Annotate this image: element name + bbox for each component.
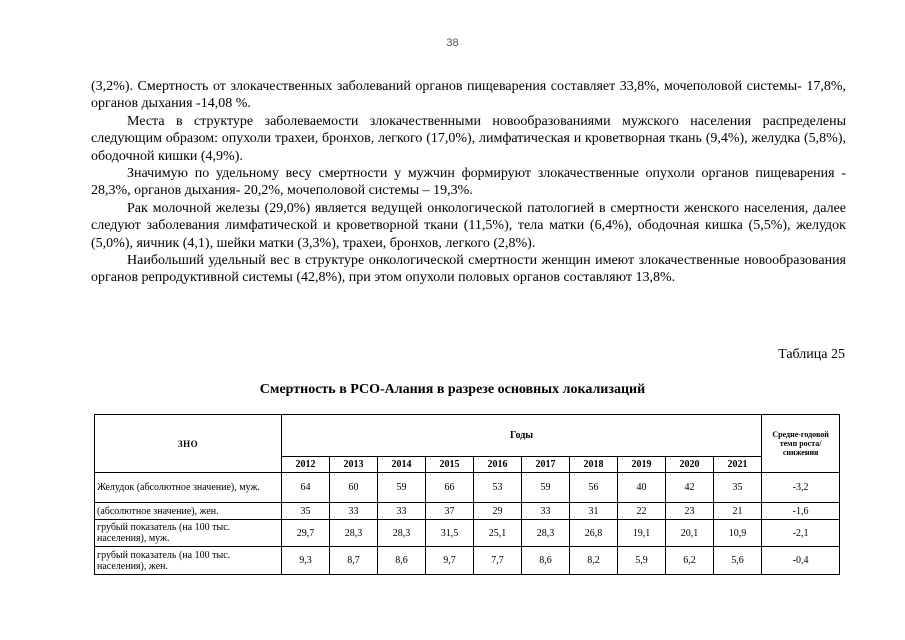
table-cell: 7,7: [474, 547, 522, 575]
year-header: 2015: [426, 457, 474, 473]
table-cell: 53: [474, 473, 522, 503]
table-cell: 8,7: [330, 547, 378, 575]
row-label: грубый показатель (на 100 тыс. населения), муж.: [95, 520, 282, 547]
table-cell: 37: [426, 503, 474, 520]
table-row: [95, 520, 840, 547]
year-header: 2021: [714, 457, 762, 473]
trend-cell: -0,4: [762, 547, 840, 575]
table-cell: 26,8: [570, 520, 618, 547]
body-text: [91, 78, 846, 287]
paragraph: Наибольший удельный вес в структуре онкологической смертности женщин имеют злокачественные новообразования органов репродуктивной системы (42,8%), при этом опухоли половых органов составляют 13,8%.: [91, 253, 846, 286]
row-label: (абсолютное значение), жен.: [95, 503, 282, 520]
paragraph: Места в структуре заболеваемости злокачественными новообразованиями мужского населения распределены следующим образом: опухоли трахеи, бронхов, легкого (17,0%), лимфатическая и кроветворная ткань (9,4%), желудка (5,8%), ободочной кишки (4,9%).: [91, 113, 846, 164]
table-cell: 28,3: [522, 520, 570, 547]
table-cell: 9,7: [426, 547, 474, 575]
years-header: Годы: [282, 415, 762, 457]
table-cell: 33: [522, 503, 570, 520]
table-cell: 66: [426, 473, 474, 503]
table-cell: 9,3: [282, 547, 330, 575]
table-title: Смертность в РСО-Алания в разрезе основных локализаций: [259, 382, 646, 397]
mortality-table: [94, 414, 840, 575]
page-number: 38: [446, 37, 459, 49]
table-cell: 8,2: [570, 547, 618, 575]
paragraph: (3,2%). Смертность от злокачественных заболеваний органов пищеварения составляет 33,8%, мочеполовой системы- 17,8%, органов дыхания -14,08 %.: [91, 79, 846, 112]
table-cell: 5,6: [714, 547, 762, 575]
trend-header: Средне-годовой темп роста/ снижения: [762, 415, 840, 473]
table-cell: 20,1: [666, 520, 714, 547]
table-cell: 35: [714, 473, 762, 503]
year-header: 2012: [282, 457, 330, 473]
table-cell: 31,5: [426, 520, 474, 547]
table-cell: 42: [666, 473, 714, 503]
year-header: 2018: [570, 457, 618, 473]
row-label: Желудок (абсолютное значение), муж.: [95, 473, 282, 503]
trend-cell: -3,2: [762, 473, 840, 503]
table-cell: 6,2: [666, 547, 714, 575]
table-cell: 60: [330, 473, 378, 503]
paragraph: Значимую по удельному весу смертности у мужчин формируют злокачественные опухоли органов пищеварения - 28,3%, органов дыхания- 20,2%, мочеполовой системы – 19,3%.: [91, 166, 846, 199]
table-cell: 8,6: [378, 547, 426, 575]
table-cell: 19,1: [618, 520, 666, 547]
table-cell: 22: [618, 503, 666, 520]
table-cell: 64: [282, 473, 330, 503]
year-header: 2013: [330, 457, 378, 473]
table-cell: 29: [474, 503, 522, 520]
table-cell: 59: [378, 473, 426, 503]
table-cell: 8,6: [522, 547, 570, 575]
table-row: [95, 547, 840, 575]
table-cell: 35: [282, 503, 330, 520]
table-cell: 59: [522, 473, 570, 503]
zno-header: ЗНО: [95, 415, 282, 473]
table-cell: 29,7: [282, 520, 330, 547]
table-cell: 5,9: [618, 547, 666, 575]
year-header: 2014: [378, 457, 426, 473]
year-header: 2020: [666, 457, 714, 473]
table-caption: Таблица 25: [778, 347, 845, 362]
trend-cell: -1,6: [762, 503, 840, 520]
table-cell: 33: [330, 503, 378, 520]
year-header: 2016: [474, 457, 522, 473]
table-row: [95, 503, 840, 520]
table-cell: 40: [618, 473, 666, 503]
table-header-row: [95, 415, 840, 457]
table-row: [95, 473, 840, 503]
table-cell: 56: [570, 473, 618, 503]
table-cell: 10,9: [714, 520, 762, 547]
table-cell: 25,1: [474, 520, 522, 547]
year-header: 2017: [522, 457, 570, 473]
year-header: 2019: [618, 457, 666, 473]
table-cell: 28,3: [378, 520, 426, 547]
row-label: грубый показатель (на 100 тыс. населения), жен.: [95, 547, 282, 575]
trend-cell: -2,1: [762, 520, 840, 547]
table-cell: 23: [666, 503, 714, 520]
paragraph: Рак молочной железы (29,0%) является ведущей онкологической патологией в смертности женского населения, далее следуют заболевания лимфатической и кроветворной ткани (11,5%), тела матки (6,4%), ободочная кишка (5,5%), желудок (5,0%), яичник (4,1), шейки матки (3,3%), трахеи, бронхов, легкого (2,8%).: [91, 200, 846, 251]
table-cell: 33: [378, 503, 426, 520]
table-cell: 28,3: [330, 520, 378, 547]
table-cell: 31: [570, 503, 618, 520]
table-cell: 21: [714, 503, 762, 520]
